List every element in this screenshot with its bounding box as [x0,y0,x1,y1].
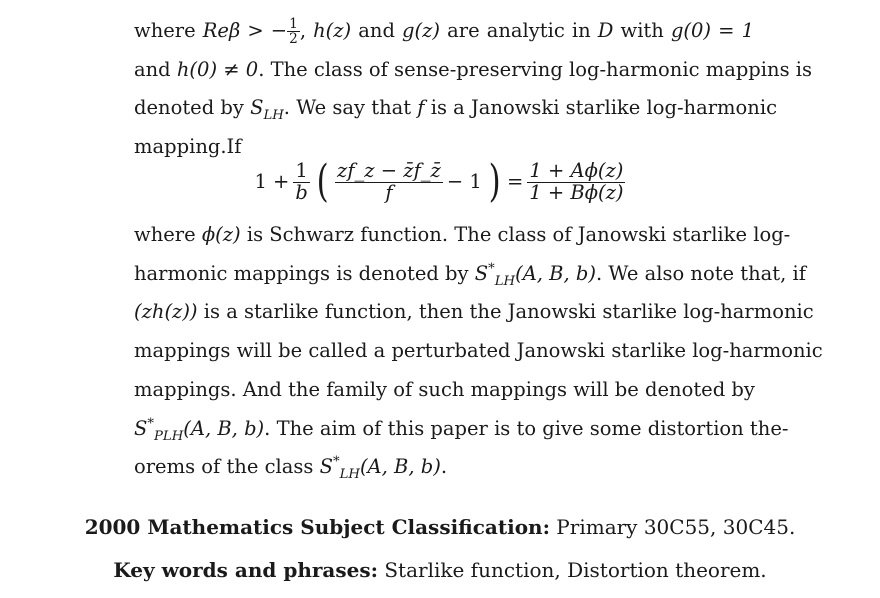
text-line: (zh(z)) is a starlike function, then the Janowski starlike log-harmonic [134,300,814,324]
fraction-rhs: $\frac{1 + A\phi(z)}{1 + B\phi(z)}$ [529,159,624,204]
msc-value: Primary 30C55, 30C45. [549,515,796,539]
text-line: and h(0) ≠ 0. The class of sense-preserving log-harmonic mappins is [134,57,813,81]
text-line: harmonic mappings is denoted by $S^*_{LH}(A$, B, b). We also note that, if [134,261,806,289]
keywords-label: Key words and phrases: [113,558,378,582]
msc-label: 2000 Mathematics Subject Classification: [84,515,550,539]
left-paren: ( [316,156,329,207]
intro-paragraph [134,12,813,167]
display-equation: 1 + $\frac{1}{b}$ ( $\frac{zf\_z - z̄f\_z̄}{f}$ − 1 ) = $\frac{1 + A\phi(z)}{1 + B\phi(z)}$ [254,156,624,207]
keywords [0,557,880,583]
text-line: mapping.If [134,135,242,159]
msc-classification [0,514,880,540]
text-line: mappings will be called a perturbated Janowski starlike log-harmonic [134,339,823,363]
keywords-value: Starlike function, Distortion theorem. [377,558,767,582]
text-line: where ϕ(z) is Schwarz function. The class of Janowski starlike log- [134,223,791,246]
right-paren: ) [488,156,501,207]
text-line: where Reβ > − $\frac{1}{2}$ , h(z) and g(z) are analytic in D with g(0) = 1 [134,15,754,47]
fraction-derivative: $\frac{zf\_z - z̄f\_z̄}{f}$ [337,159,441,204]
text-line: denoted by $S_{LH}$. We say that f is a Janowski starlike log-harmonic [134,96,777,124]
text-line: orems of the class $S^*_{LH}(A$, B, b). [134,454,448,483]
text-line: mappings. And the family of such mappings will be denoted by [134,377,755,401]
main-paragraph [134,216,823,487]
fraction-one-half: $\frac{1}{2}$ [289,15,298,47]
fraction-one-over-b: $\frac{1}{b}$ [295,159,308,204]
text-line: $S^*_{PLH}(A$, B, b). The aim of this paper is to give some distortion the- [134,416,789,444]
